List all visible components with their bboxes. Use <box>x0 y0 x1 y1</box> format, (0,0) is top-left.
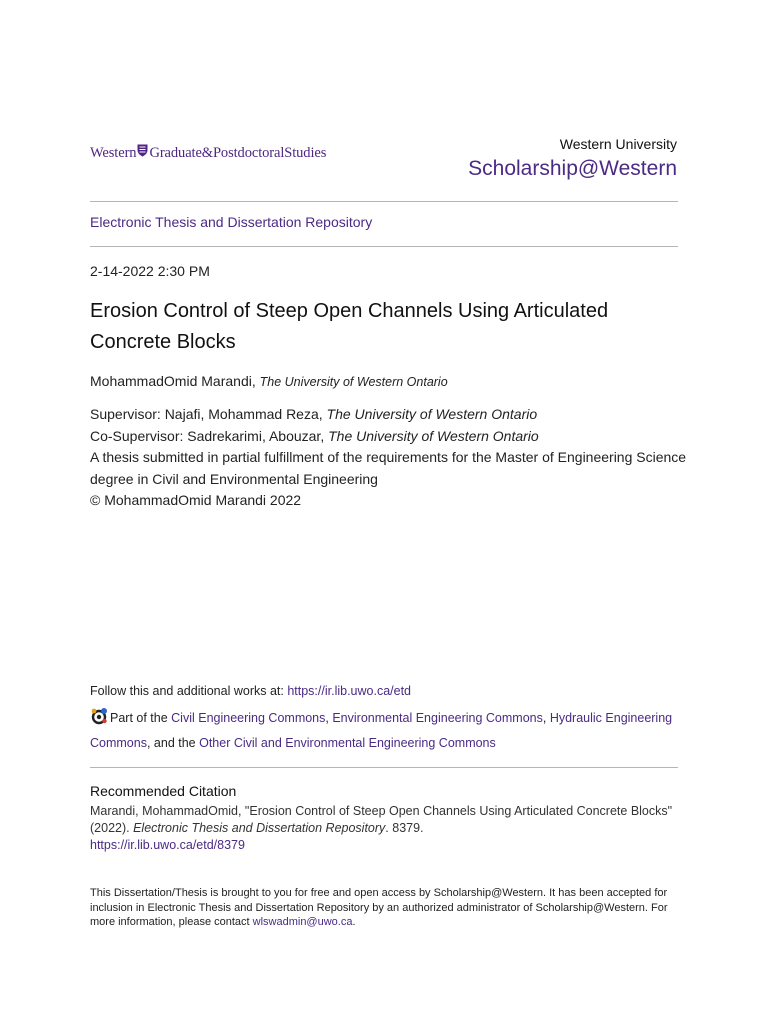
supervisor-name: Supervisor: Najafi, Mohammad Reza, <box>90 406 323 422</box>
thesis-title: Erosion Control of Steep Open Channels Using Articulated Concrete Blocks <box>90 300 609 353</box>
access-statement-end: . <box>352 916 356 928</box>
thesis-metadata <box>90 404 690 512</box>
western-crest-icon <box>137 144 148 162</box>
divider <box>90 246 678 247</box>
recommended-citation-heading: Recommended Citation <box>90 783 237 799</box>
supervisor-line <box>90 404 690 426</box>
author-line <box>90 373 448 389</box>
part-of-commons <box>90 707 690 754</box>
citation-journal: Electronic Thesis and Dissertation Repository <box>133 821 386 835</box>
follow-line <box>90 684 411 698</box>
degree-statement: A thesis submitted in partial fulfillment of the requirements for the Master of Engineering Science degree in Civil and Environmental Engineering <box>90 449 687 487</box>
civil-engineering-commons-link[interactable]: Civil Engineering Commons <box>171 711 326 725</box>
logo-western-text: Western <box>90 144 137 161</box>
separator: , <box>325 711 333 725</box>
co-supervisor-name: Co-Supervisor: Sadrekarimi, Abouzar, <box>90 427 325 444</box>
logo-graduate-studies-text: Graduate&PostdoctoralStudies <box>149 144 327 161</box>
other-civil-environmental-commons-link[interactable]: Other Civil and Environmental Engineering Commons <box>199 736 496 750</box>
separator: , <box>542 711 550 725</box>
part-of-prefix: Part of the <box>110 711 172 725</box>
scholarship-western-link[interactable]: Scholarship@Western <box>468 157 677 180</box>
contact-email-link[interactable]: wlswadmin@uwo.ca <box>252 916 353 928</box>
hydraulic-engineering-commons-link[interactable]: Hydraulic Engineering Commons <box>90 711 673 750</box>
recommended-citation <box>90 803 690 854</box>
author-affiliation: The University of Western Ontario <box>259 375 448 389</box>
separator: , and the <box>146 736 200 750</box>
copyright-line: © MohammadOmid Marandi 2022 <box>90 492 302 508</box>
co-supervisor-affiliation: The University of Western Ontario <box>328 427 539 444</box>
environmental-engineering-commons-link[interactable]: Environmental Engineering Commons <box>332 711 543 725</box>
divider <box>90 201 678 202</box>
series-link[interactable]: Electronic Thesis and Dissertation Repository <box>90 214 373 230</box>
divider <box>90 767 678 768</box>
submission-date: 2-14-2022 2:30 PM <box>90 263 210 279</box>
access-statement-text: This Dissertation/Thesis is brought to you for free and open access by Scholarship@Western. It has been accepted for inclusion in Electronic Thesis and Dissertation Repository by an authorized administrator of Scholarship@Western. For more information, please contact <box>90 887 668 928</box>
co-supervisor-line <box>90 426 690 448</box>
citation-number: . 8379. <box>385 821 424 835</box>
commons-network-icon <box>90 707 108 732</box>
author-name: MohammadOmid Marandi, <box>90 373 256 389</box>
institution-name: Western University <box>559 136 677 152</box>
follow-text: Follow this and additional works at: <box>90 684 288 698</box>
citation-text: Marandi, MohammadOmid, "Erosion Control of Steep Open Channels Using Articulated Concrete Blocks" (2022). <box>90 804 673 835</box>
supervisor-affiliation: The University of Western Ontario <box>326 406 538 422</box>
citation-link[interactable]: https://ir.lib.uwo.ca/etd/8379 <box>90 838 245 852</box>
western-graduate-studies-logo <box>90 144 326 162</box>
access-statement <box>90 886 680 930</box>
follow-link[interactable]: https://ir.lib.uwo.ca/etd <box>287 684 412 698</box>
